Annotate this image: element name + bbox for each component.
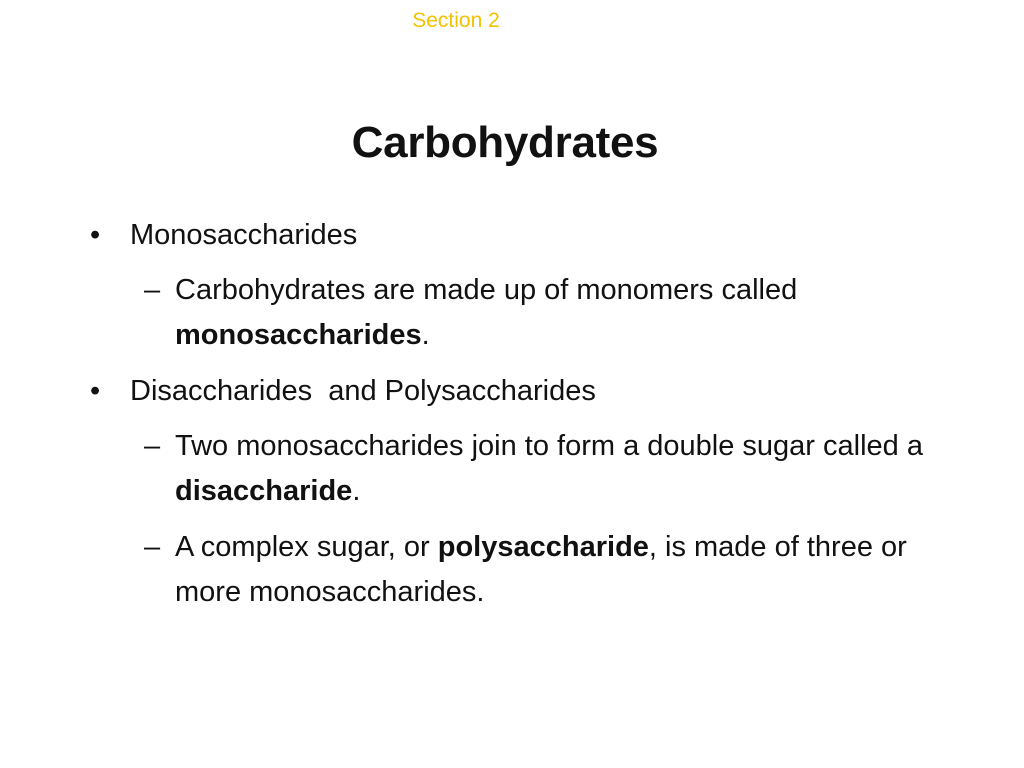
bullet-marker: • <box>90 219 101 251</box>
key-term: disaccharide <box>175 475 353 507</box>
dash-marker: – <box>144 430 161 462</box>
bullet-marker: • <box>90 375 101 407</box>
sub-bullet-item <box>144 268 950 358</box>
sub-bullet-text-end: , is made of three or more monosaccharides. <box>175 531 907 608</box>
bullet-item <box>90 369 950 413</box>
dash-marker: – <box>144 531 161 563</box>
slide-content <box>90 213 950 626</box>
key-term: monosaccharides <box>175 319 422 351</box>
dash-marker: – <box>144 274 161 306</box>
sub-bullet-text-end: . <box>421 319 430 351</box>
sub-bullet-text: A complex sugar, or <box>175 531 438 563</box>
section-label: Section 2 <box>412 9 500 32</box>
sub-bullet-text: Carbohydrates are made up of monomers called <box>175 274 798 306</box>
key-term: polysaccharide <box>437 531 649 563</box>
bullet-text: Monosaccharides <box>130 219 358 251</box>
sub-bullet-item <box>144 424 950 514</box>
sub-bullet-item <box>144 525 950 615</box>
slide-title: Carbohydrates <box>351 118 659 167</box>
bullet-item <box>90 213 950 257</box>
sub-bullet-text-end: . <box>352 475 361 507</box>
bullet-text: Disaccharides and Polysaccharides <box>130 375 596 407</box>
sub-bullet-text: Two monosaccharides join to form a double sugar called a <box>175 430 923 462</box>
